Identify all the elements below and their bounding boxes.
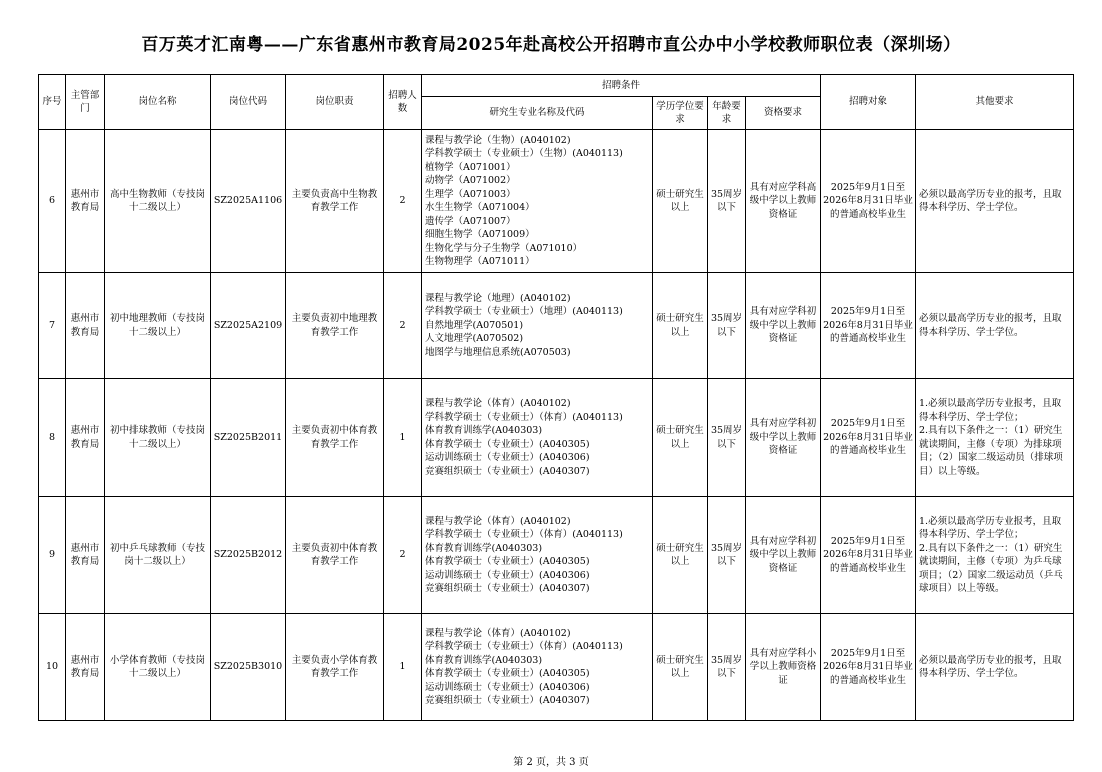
- cell-qual: 具有对应学科初级中学以上教师资格证: [746, 273, 821, 379]
- cell-dept: 惠州市教育局: [66, 497, 105, 614]
- cell-majors: [422, 379, 653, 497]
- cell-dept: 惠州市教育局: [66, 130, 105, 273]
- cell-post-name: 初中地理教师（专技岗十二级以上）: [105, 273, 211, 379]
- cell-duty: 主要负责初中体育教育教学工作: [286, 379, 384, 497]
- cell-duty: 主要负责高中生物教育教学工作: [286, 130, 384, 273]
- cell-post-code: SZ2025B2012: [211, 497, 286, 614]
- cell-seq: 9: [39, 497, 66, 614]
- major-item: 运动训练硕士（专业硕士）(A040306): [425, 452, 590, 463]
- header-other: 其他要求: [916, 75, 1074, 130]
- cell-age: 35周岁以下: [708, 130, 746, 273]
- cell-target: 2025年9月1日至2026年8月31日毕业的普通高校毕业生: [821, 379, 916, 497]
- cell-edu: 硕士研究生以上: [653, 130, 708, 273]
- table-row: [39, 273, 1074, 379]
- major-item: 遗传学（A071007）: [425, 215, 516, 227]
- cell-edu: 硕士研究生以上: [653, 273, 708, 379]
- cell-target: 2025年9月1日至2026年8月31日毕业的普通高校毕业生: [821, 130, 916, 273]
- cell-qual: 具有对应学科小学以上教师资格证: [746, 614, 821, 721]
- cell-edu: 硕士研究生以上: [653, 379, 708, 497]
- cell-qual: 具有对应学科初级中学以上教师资格证: [746, 497, 821, 614]
- header-conditions: 招聘条件: [422, 75, 821, 97]
- cell-other: [916, 379, 1074, 497]
- major-item: 课程与教学论（体育）(A040102): [425, 398, 571, 409]
- header-post-code: 岗位代码: [211, 75, 286, 130]
- cell-count: 1: [384, 614, 422, 721]
- cell-other: [916, 497, 1074, 614]
- major-item: 动物学（A071002）: [425, 175, 516, 186]
- cell-count: 2: [384, 273, 422, 379]
- cell-majors: [422, 130, 653, 273]
- cell-dept: 惠州市教育局: [66, 379, 105, 497]
- header-edu: 学历学位要求: [653, 97, 708, 130]
- table-row: [39, 130, 1074, 273]
- major-item: 水生生物学（A071004）: [425, 202, 535, 213]
- cell-post-name: 初中排球教师（专技岗十二级以上）: [105, 379, 211, 497]
- cell-count: 2: [384, 130, 422, 273]
- header-dept: 主管部门: [66, 75, 105, 130]
- cell-target: 2025年9月1日至2026年8月31日毕业的普通高校毕业生: [821, 273, 916, 379]
- major-item: 体育教学硕士（专业硕士）(A040305): [425, 556, 590, 567]
- other-requirement: 1.必须以最高学历专业报考，且取得本科学历、学士学位；: [919, 398, 1062, 423]
- cell-post-name: 初中乒乓球教师（专技岗十二级以上）: [105, 497, 211, 614]
- major-item: 细胞生物学（A071009）: [425, 229, 535, 240]
- cell-dept: 惠州市教育局: [66, 614, 105, 721]
- major-item: 竞赛组织硕士（专业硕士）(A040307): [425, 695, 590, 706]
- table-row: [39, 379, 1074, 497]
- major-item: 课程与教学论（地理）(A040102): [425, 292, 571, 304]
- cell-post-code: SZ2025B2011: [211, 379, 286, 497]
- cell-age: 35周岁以下: [708, 614, 746, 721]
- major-item: 体育教学硕士（专业硕士）(A040305): [425, 438, 590, 450]
- cell-target: 2025年9月1日至2026年8月31日毕业的普通高校毕业生: [821, 614, 916, 721]
- cell-post-code: SZ2025B3010: [211, 614, 286, 721]
- cell-seq: 6: [39, 130, 66, 273]
- cell-duty: 主要负责初中地理教育教学工作: [286, 273, 384, 379]
- cell-age: 35周岁以下: [708, 497, 746, 614]
- cell-qual: 具有对应学科初级中学以上教师资格证: [746, 379, 821, 497]
- major-item: 学科教学硕士（专业硕士）（地理）(A040113): [425, 306, 623, 318]
- major-item: 体育教育训练学(A040303): [425, 654, 543, 666]
- major-item: 地图学与地理信息系统(A070503): [425, 346, 571, 358]
- other-requirement: 2.具有以下条件之一：（1）研究生就读期间，主修（专项）为排球项目；（2）国家二级运动员（排球项目）以上等级。: [919, 425, 1063, 477]
- other-requirement: 2.具有以下条件之一：（1）研究生就读期间，主修（专项）为乒乓球项目；（2）国家二级运动员（乒乓球项目）以上等级。: [919, 542, 1063, 594]
- major-item: 学科教学硕士（专业硕士）（体育）(A040113): [425, 529, 623, 540]
- header-target: 招聘对象: [821, 75, 916, 130]
- cell-count: 1: [384, 379, 422, 497]
- major-item: 学科教学硕士（专业硕士）（生物）(A040113): [425, 148, 623, 159]
- major-item: 学科教学硕士（专业硕士）（体育）(A040113): [425, 641, 623, 652]
- cell-dept: 惠州市教育局: [66, 273, 105, 379]
- cell-post-name: 小学体育教师（专技岗十二级以上）: [105, 614, 211, 721]
- major-item: 生理学（A071003）: [425, 188, 516, 200]
- major-item: 生物化学与分子生物学（A071010）: [425, 242, 583, 254]
- cell-count: 2: [384, 497, 422, 614]
- cell-qual: 具有对应学科高级中学以上教师资格证: [746, 130, 821, 273]
- header-seq: 序号: [39, 75, 66, 130]
- header-count: 招聘人数: [384, 75, 422, 130]
- cell-majors: [422, 614, 653, 721]
- major-item: 体育教育训练学(A040303): [425, 425, 543, 436]
- cell-other: [916, 130, 1074, 273]
- cell-post-code: SZ2025A1106: [211, 130, 286, 273]
- major-item: 体育教学硕士（专业硕士）(A040305): [425, 668, 590, 679]
- major-item: 竞赛组织硕士（专业硕士）(A040307): [425, 583, 590, 594]
- major-item: 生物物理学（A071011）: [425, 256, 535, 267]
- cell-age: 35周岁以下: [708, 379, 746, 497]
- major-item: 学科教学硕士（专业硕士）（体育）(A040113): [425, 411, 623, 423]
- cell-seq: 10: [39, 614, 66, 721]
- major-item: 课程与教学论（生物）(A040102): [425, 134, 571, 146]
- cell-post-code: SZ2025A2109: [211, 273, 286, 379]
- major-item: 体育教育训练学(A040303): [425, 542, 543, 554]
- major-item: 课程与教学论（体育）(A040102): [425, 627, 571, 639]
- cell-target: 2025年9月1日至2026年8月31日毕业的普通高校毕业生: [821, 497, 916, 614]
- page-title: 百万英才汇南粤——广东省惠州市教育局2025年赴高校公开招聘市直公办中小学校教师职位表（深圳场）: [141, 35, 961, 55]
- cell-majors: [422, 273, 653, 379]
- cell-edu: 硕士研究生以上: [653, 497, 708, 614]
- major-item: 运动训练硕士（专业硕士）(A040306): [425, 569, 590, 581]
- table-row: [39, 497, 1074, 614]
- header-duty: 岗位职责: [286, 75, 384, 130]
- major-item: 植物学（A071001）: [425, 161, 516, 173]
- major-item: 自然地理学(A070501): [425, 319, 524, 331]
- table-row: [39, 614, 1074, 721]
- other-requirement: 必须以最高学历专业的报考，且取得本科学历、学士学位。: [919, 188, 1062, 213]
- major-item: 课程与教学论（体育）(A040102): [425, 515, 571, 527]
- other-requirement: 必须以最高学历专业的报考，且取得本科学历、学士学位。: [919, 654, 1062, 679]
- major-item: 运动训练硕士（专业硕士）(A040306): [425, 681, 590, 693]
- other-requirement: 1.必须以最高学历专业报考，且取得本科学历、学士学位；: [919, 515, 1062, 540]
- major-item: 人文地理学(A070502): [425, 333, 524, 345]
- header-post-name: 岗位名称: [105, 75, 211, 130]
- cell-majors: [422, 497, 653, 614]
- other-requirement: 必须以最高学历专业的报考，且取得本科学历、学士学位。: [919, 313, 1062, 338]
- page-footer: 第 2 页，共 3 页: [513, 757, 589, 768]
- cell-other: [916, 273, 1074, 379]
- header-majors: 研究生专业名称及代码: [422, 97, 653, 130]
- cell-edu: 硕士研究生以上: [653, 614, 708, 721]
- positions-table: [38, 74, 1074, 721]
- cell-age: 35周岁以下: [708, 273, 746, 379]
- table-body: [39, 130, 1074, 721]
- cell-duty: 主要负责小学体育教育教学工作: [286, 614, 384, 721]
- cell-post-name: 高中生物教师（专技岗十二级以上）: [105, 130, 211, 273]
- cell-duty: 主要负责初中体育教育教学工作: [286, 497, 384, 614]
- major-item: 竞赛组织硕士（专业硕士）(A040307): [425, 465, 590, 477]
- header-age: 年龄要求: [708, 97, 746, 130]
- header-qual: 资格要求: [746, 97, 821, 130]
- cell-other: [916, 614, 1074, 721]
- cell-seq: 8: [39, 379, 66, 497]
- cell-seq: 7: [39, 273, 66, 379]
